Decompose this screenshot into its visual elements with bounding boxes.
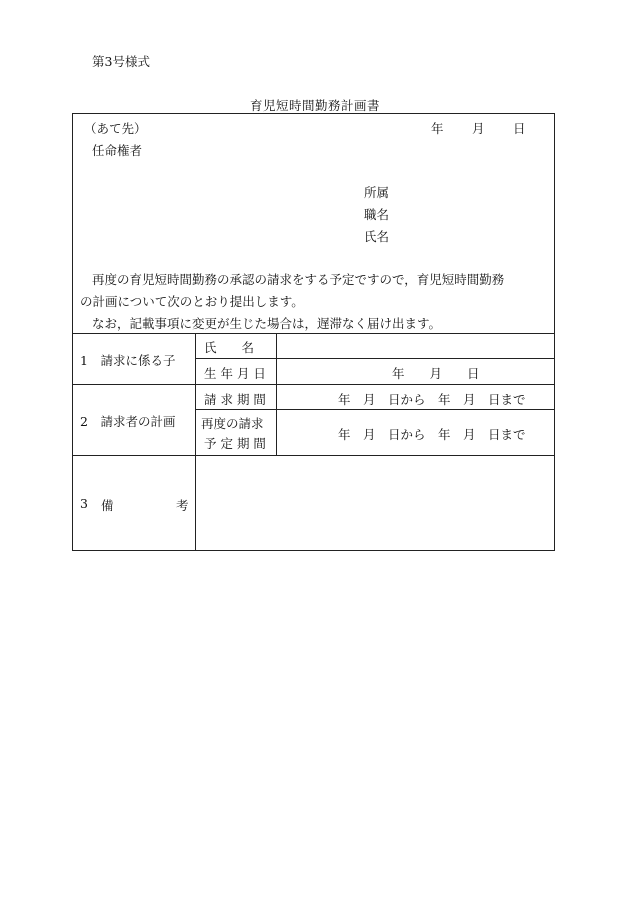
section1-bottom-rule xyxy=(72,384,555,385)
body-text-line3: なお，記載事項に変更が生じた場合は，遅滞なく届け出ます。 xyxy=(92,316,442,331)
section1-label: 1 請求に係る子 xyxy=(80,353,176,368)
date-month-label: 月 xyxy=(472,121,485,136)
form-frame xyxy=(72,113,555,551)
child-birthdate-label: 生 年 月 日 xyxy=(204,366,266,381)
section3-label-second: 考 xyxy=(176,498,189,513)
section3-label-first: 備 xyxy=(101,498,114,513)
name-label: 氏名 xyxy=(364,229,390,244)
section1-row-divider xyxy=(196,358,555,359)
request-period-value: 年 月 日から 年 月 日まで xyxy=(338,392,526,407)
table-subfield-column-divider xyxy=(276,333,277,455)
child-birthdate-value: 年 月 日 xyxy=(392,366,480,381)
rerequest-label-line1: 再度の請求 xyxy=(201,416,264,431)
date-year-label: 年 xyxy=(431,121,444,136)
position-label: 職名 xyxy=(364,207,390,222)
affiliation-label: 所属 xyxy=(364,185,390,200)
appointing-authority: 任命権者 xyxy=(92,143,143,158)
date-day-label: 日 xyxy=(513,121,526,136)
addressee-note: （あて先） xyxy=(84,121,147,136)
request-period-label: 請 求 期 間 xyxy=(204,392,266,407)
document-title: 育児短時間勤務計画書 xyxy=(249,98,380,113)
rerequest-period-value: 年 月 日から 年 月 日まで xyxy=(338,427,526,442)
section3-number: 3 xyxy=(80,496,88,511)
table-top-rule xyxy=(72,333,555,334)
child-name-label: 氏 名 xyxy=(204,340,255,355)
body-text-line2: の計画について次のとおり提出します。 xyxy=(80,294,304,309)
section2-label: 2 請求者の計画 xyxy=(80,414,176,429)
table-label-column-divider xyxy=(195,333,196,550)
section2-bottom-rule xyxy=(72,455,555,456)
section2-row-divider xyxy=(196,409,555,410)
form-number: 第3号様式 xyxy=(92,54,150,69)
rerequest-label-line2: 予 定 期 間 xyxy=(204,436,266,451)
body-text-line1: 再度の育児短時間勤務の承認の請求をする予定ですので，育児短時間勤務 xyxy=(92,272,505,287)
